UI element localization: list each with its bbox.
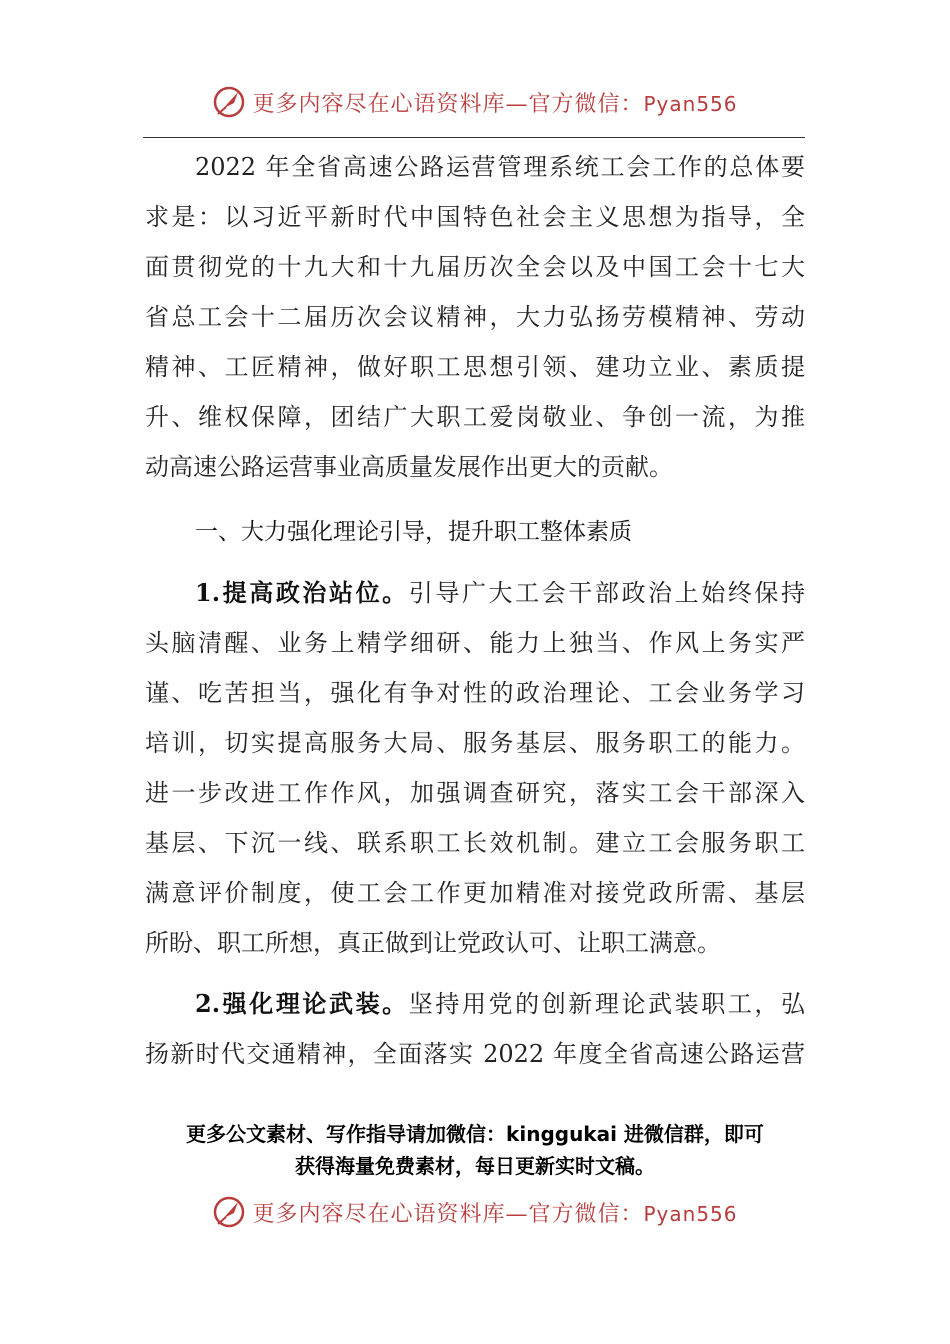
header-banner (0, 80, 950, 124)
footer-wechat-id: Pyan556 (643, 1201, 738, 1226)
item-2-title: 2.强化理论武装。 (195, 989, 409, 1018)
item-1-line-7: 满意评价制度，使工会工作更加精准对接党政所需、基层 (145, 879, 805, 907)
item-1-line-2: 头脑清醒、业务上精学细研、能力上独当、作风上务实严 (145, 629, 805, 657)
paragraph-1-line-3: 面贯彻党的十九大和十九届历次全会以及中国工会十七大 (145, 253, 805, 281)
paragraph-1-line-1: 2022 年全省高速公路运营管理系统工会工作的总体要 (195, 153, 805, 181)
header-divider (143, 137, 805, 138)
header-wechat-id: Pyan556 (643, 91, 738, 116)
item-1-line-5: 进一步改进工作作风，加强调查研究，落实工会干部深入 (145, 779, 805, 807)
item-1-line-6: 基层、下沉一线、联系职工长效机制。建立工会服务职工 (145, 829, 805, 857)
footer-banner-text: 更多内容尽在心语资料库—官方微信：Pyan556 (252, 1201, 738, 1227)
paragraph-1-line-6: 升、维权保障，团结广大职工爱岗敬业、争创一流，为推 (145, 403, 805, 431)
paragraph-1-line-5: 精神、工匠精神，做好职工思想引领、建功立业、素质提 (145, 353, 805, 381)
item-1-line-1: 1.提高政治站位。引导广大工会干部政治上始终保持 (195, 578, 805, 607)
item-2-line-2: 扬新时代交通精神，全面落实 2022 年度全省高速公路运营 (145, 1040, 805, 1068)
quill-logo-icon (212, 85, 246, 119)
quill-logo-icon (212, 1195, 246, 1229)
footer-promo-line-2: 获得海量免费素材，每日更新实时文稿。 (295, 1154, 655, 1178)
item-1-line-8: 所盼、职工所想，真正做到让党政认可、让职工满意。 (145, 929, 721, 957)
footer-promo-line-1: 更多公文素材、写作指导请加微信：kinggukai 进微信群，即可 (186, 1122, 764, 1146)
footer-banner (0, 1190, 950, 1234)
paragraph-1-line-7: 动高速公路运营事业高质量发展作出更大的贡献。 (145, 453, 673, 481)
section-heading-1: 一、大力强化理论引导，提升职工整体素质 (195, 519, 632, 545)
item-1-line-3: 谨、吃苦担当，强化有争对性的政治理论、工会业务学习 (145, 679, 805, 707)
paragraph-1-line-4: 省总工会十二届历次会议精神，大力弘扬劳模精神、劳动 (145, 303, 805, 331)
item-2-line-1: 2.强化理论武装。坚持用党的创新理论武装职工，弘 (195, 989, 805, 1018)
paragraph-1-line-2: 求是：以习近平新时代中国特色社会主义思想为指导，全 (145, 203, 805, 231)
item-1-line-4: 培训，切实提高服务大局、服务基层、服务职工的能力。 (145, 729, 805, 757)
header-banner-text: 更多内容尽在心语资料库—官方微信：Pyan556 (252, 91, 738, 117)
item-1-title: 1.提高政治站位。 (195, 578, 409, 607)
